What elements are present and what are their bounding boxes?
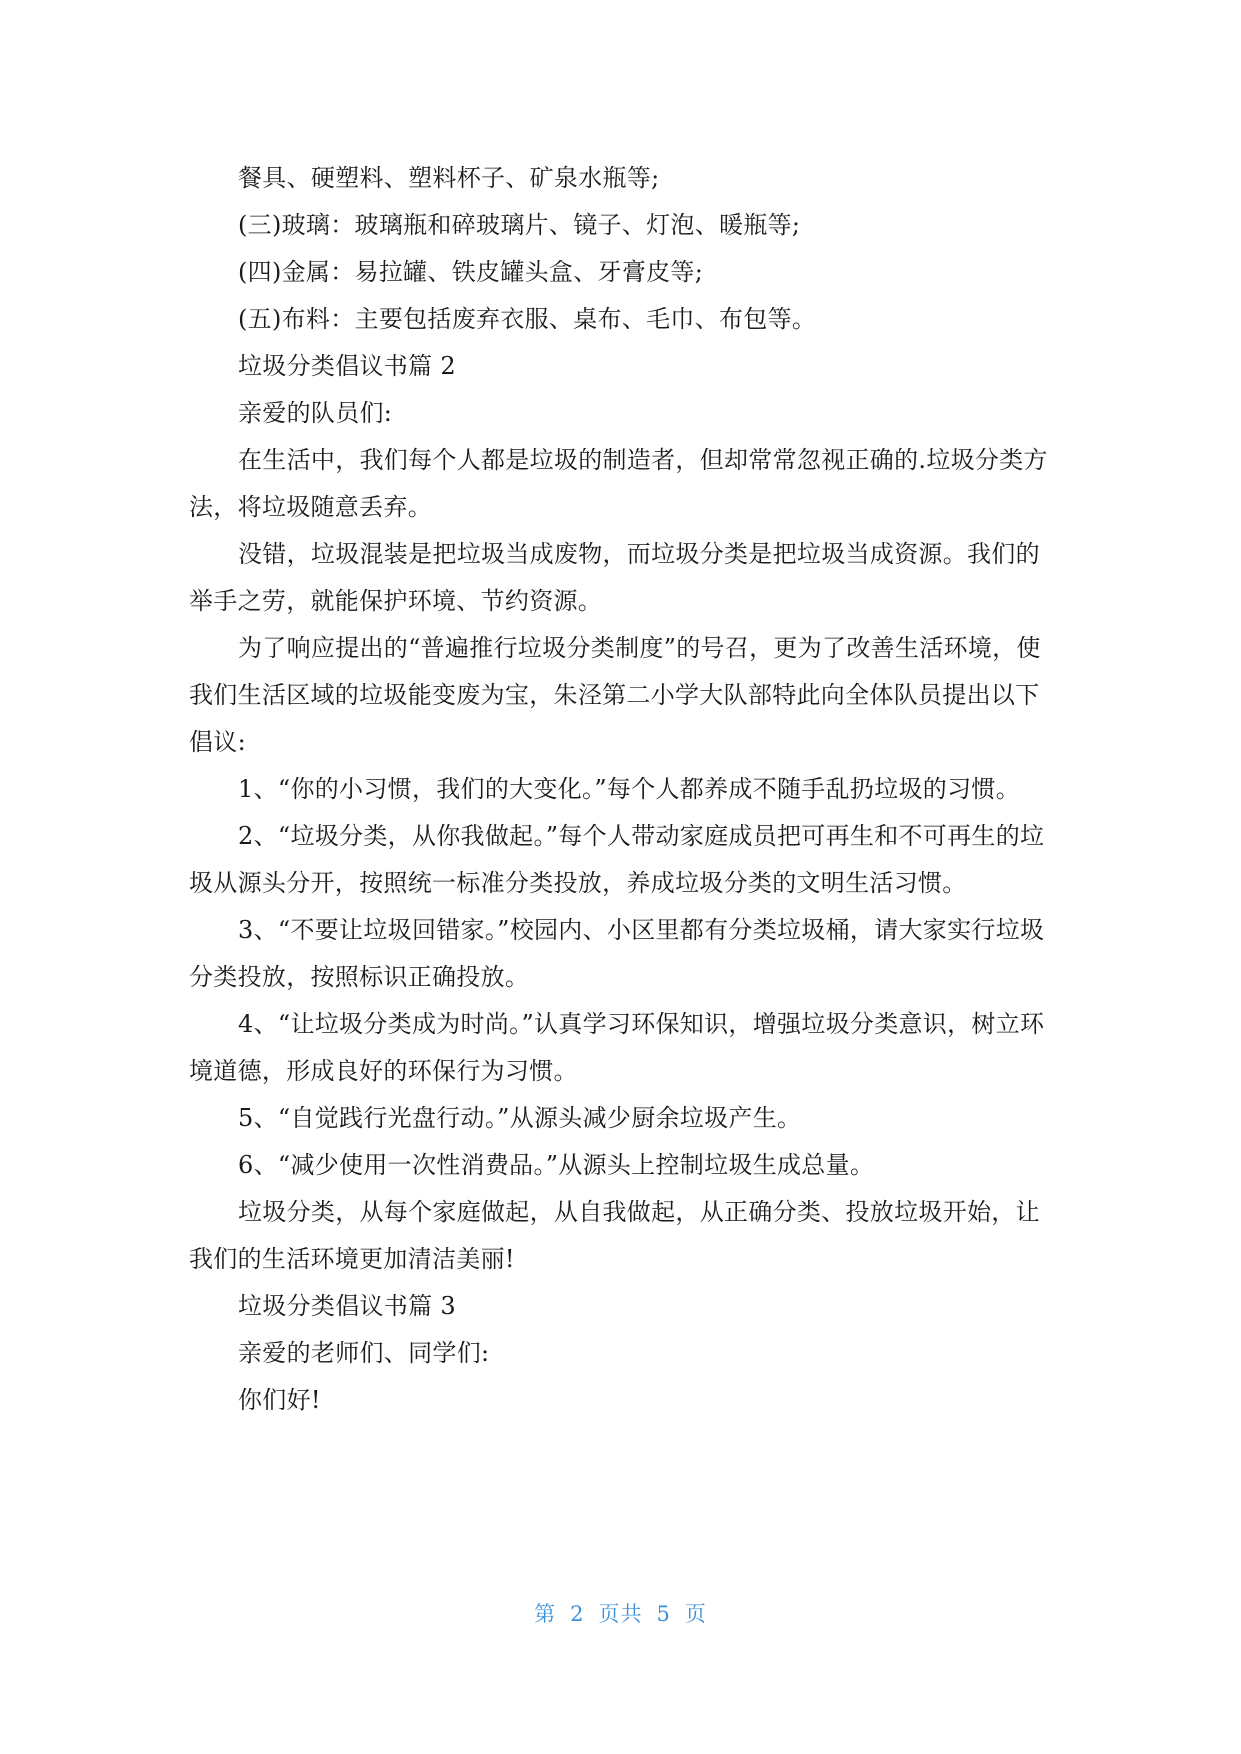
footer-prefix: 第 xyxy=(534,1602,557,1626)
footer-current-page: 2 xyxy=(570,1602,585,1626)
paragraph: 为了响应提出的“普遍推行垃圾分类制度”的号召，更为了改善生活环境，使我们生活区域的垃圾能变废为宝，朱泾第二小学大队部特此向全体队员提出以下倡议: xyxy=(189,634,1041,756)
paragraph: 6、“减少使用一次性消费品。”从源头上控制垃圾生成总量。 xyxy=(238,1151,875,1179)
paragraph: 亲爱的老师们、同学们: xyxy=(238,1339,490,1367)
paragraph: 在生活中，我们每个人都是垃圾的制造者，但却常常忽视正确的.垃圾分类方法，将垃圾随意丢弃。 xyxy=(189,446,1048,521)
paragraph: 2、“垃圾分类，从你我做起。”每个人带动家庭成员把可再生和不可再生的垃圾从源头分开，按照统一标准分类投放，养成垃圾分类的文明生活习惯。 xyxy=(189,822,1045,897)
page-footer xyxy=(0,1598,1241,1628)
paragraph: 1、“你的小习惯，我们的大变化。”每个人都养成不随手乱扔垃圾的习惯。 xyxy=(238,775,1021,803)
paragraph: (三)玻璃：玻璃瓶和碎玻璃片、镜子、灯泡、暖瓶等; xyxy=(238,211,801,239)
paragraph: 亲爱的队员们: xyxy=(238,399,393,427)
paragraph: 餐具、硬塑料、塑料杯子、矿泉水瓶等; xyxy=(238,164,660,192)
paragraph: 3、“不要让垃圾回错家。”校园内、小区里都有分类垃圾桶，请大家实行垃圾分类投放，按照标识正确投放。 xyxy=(189,916,1045,991)
footer-suffix: 页 xyxy=(684,1602,707,1626)
paragraph: 垃圾分类，从每个家庭做起，从自我做起，从正确分类、投放垃圾开始，让我们的生活环境更加清洁美丽! xyxy=(189,1198,1040,1273)
paragraph: 5、“自觉践行光盘行动。”从源头减少厨余垃圾产生。 xyxy=(238,1104,802,1132)
paragraph: 垃圾分类倡议书篇 3 xyxy=(238,1292,456,1320)
paragraph: 垃圾分类倡议书篇 2 xyxy=(238,352,456,380)
footer-total-pages: 5 xyxy=(656,1602,671,1626)
footer-middle: 页共 xyxy=(598,1602,643,1626)
paragraph: 没错，垃圾混装是把垃圾当成废物，而垃圾分类是把垃圾当成资源。我们的举手之劳，就能保护环境、节约资源。 xyxy=(189,540,1040,615)
paragraph: (四)金属：易拉罐、铁皮罐头盒、牙膏皮等; xyxy=(238,258,704,286)
paragraph: 你们好! xyxy=(238,1386,321,1414)
document-body xyxy=(189,155,1051,1424)
paragraph: (五)布料：主要包括废弃衣服、桌布、毛巾、布包等。 xyxy=(238,305,817,333)
paragraph: 4、“让垃圾分类成为时尚。”认真学习环保知识，增强垃圾分类意识，树立环境道德，形成良好的环保行为习惯。 xyxy=(189,1010,1045,1085)
